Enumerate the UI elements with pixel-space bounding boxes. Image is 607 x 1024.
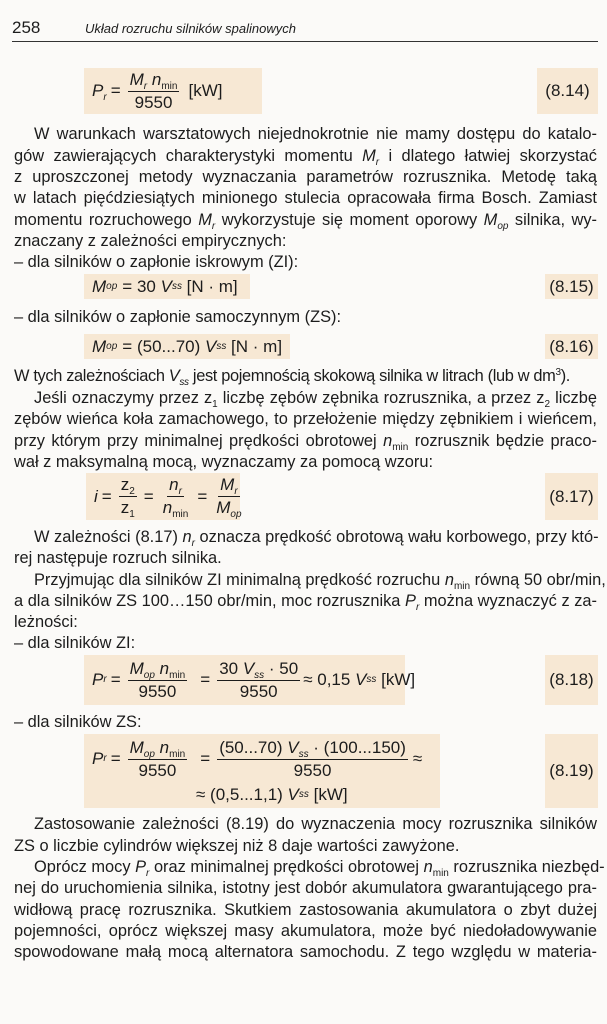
fraction [214,475,243,518]
subscript: op [143,669,155,681]
symbol: z [120,498,130,517]
text-run: liczbę [550,389,597,407]
equation-number-8-14: (8.14) [537,68,598,114]
equation-number-8-16: (8.16) [545,334,598,359]
equals-sign: = [143,486,154,506]
symbol: M [92,276,107,296]
subscript: r [103,753,107,764]
subscript: ss [366,674,377,685]
subscript: 2 [544,399,551,410]
text-run: silnika, wy- [508,211,598,229]
text-run: Przyjmując dla silników ZI minimalną prędkość rozruchu [34,571,445,589]
subscript: op [143,748,155,760]
formula-8-16 [92,334,282,359]
subscript: op [497,221,509,232]
subscript: ss [298,789,309,800]
expression: = (50...70) [122,336,205,356]
text-line [14,146,597,167]
subscript: r [103,674,107,685]
unit: [kW] [376,670,416,689]
symbol: n [383,432,393,450]
formula-8-19-line-1 [92,735,422,783]
formula-8-17 [94,473,247,520]
equals-sign: = [101,486,112,506]
subscript: min [169,669,186,681]
text-line [14,431,597,452]
text-line: ZS o liczbie cylindrów większej niż 8 daje wartości zawyżone. [14,837,460,855]
expression: · (100...150) [308,737,406,757]
subscript: op [106,340,118,352]
equals-sign: = [197,486,208,506]
text-run: liczbę zębów zębnika rozrusznika, a przez z [217,389,545,407]
symbol: V [242,658,255,678]
text-run: oznacza prędkość obrotową wału korbowego, przy któ- [194,528,599,546]
text-line [34,527,597,548]
symbol: n [423,858,433,876]
subscript: op [106,280,118,292]
text-run: Oprócz mocy [34,858,136,876]
approx-sign: ≈ [412,749,423,768]
subscript: 2 [129,486,135,497]
text-line: spowodowane małą mocą alternatora samochodu. Z tego względu w materia- [14,943,597,961]
fraction [217,738,408,781]
text-run: a dla silników ZS 100…150 obr/min, moc rozrusznika [14,592,405,610]
symbol: n [182,528,192,546]
unit: [kW] [188,81,223,100]
symbol: V [204,336,217,356]
unit: [N · m] [181,276,238,296]
text-run: i dlatego łatwiej skorzystać [379,147,597,165]
text-line: leżności: [14,613,78,631]
symbol: n [159,737,170,757]
symbol: V [168,367,180,385]
equation-number-8-15: (8.15) [545,274,598,299]
symbol: n [159,658,170,678]
text-run: jest pojemnością skokową silnika w litrach (lub w dm [188,367,556,385]
equals-sign: = [110,670,121,689]
expression: (50...70) [219,737,288,757]
expression: 30 [219,658,243,678]
text-line: nej do uruchomienia silnika, istotny jest dobór akumulatora gwarantującego pra- [14,879,597,897]
text-run: rozrusznika niezbęd- [448,858,605,876]
symbol: M [198,211,212,229]
text-line: wał z maksymalną mocą, wyznaczamy za pomocą wzoru: [14,453,434,471]
text-line [34,570,606,592]
symbol: P [92,749,104,768]
fraction [161,475,191,518]
text-line: – dla silników ZS: [14,713,142,731]
symbol: z [120,475,130,494]
text-line: znaczany z zależności empirycznych: [14,232,287,250]
unit: [kW] [308,785,348,804]
text-run: oraz minimalnej prędkości obrotowej [149,858,424,876]
symbol: M [483,211,498,229]
symbol: V [287,785,299,804]
equals-sign: = [200,670,211,689]
symbol: i [94,486,98,506]
symbol: M [220,475,235,494]
formula-8-15 [92,274,238,299]
symbol: n [444,571,454,589]
subscript: r [375,157,380,168]
text-line [34,857,605,879]
subscript: 1 [129,509,135,520]
text-line [14,591,597,612]
subscript: r [178,486,182,497]
symbol: V [160,276,172,296]
subscript: min [161,80,178,92]
subscript: r [415,602,420,613]
subscript: ss [179,377,189,388]
equals-sign: = [110,81,121,100]
subscript: r [146,868,150,879]
header-rule [12,41,598,42]
text-line: Zastosowanie zależności (8.19) do wyznaczenia mocy rozrusznika silników [34,815,597,833]
text-line [14,210,597,231]
subscript: ss [216,340,227,352]
text-line: – dla silników o zapłonie samoczynnym (ZS): [14,308,342,326]
text-line: – dla silników o zapłonie iskrowym (ZI): [14,253,299,271]
subscript: op [230,509,242,520]
text-run: wykorzystuje się moment oporowy [215,211,484,229]
text-run: momentu rozruchowego [14,211,199,229]
denominator: 9550 [134,92,173,112]
text-line: w latach pięćdziesiątych minionego stulecia opracowała firma Bosch. Zamiast [14,189,597,207]
fraction [119,475,137,518]
symbol: M [92,336,107,356]
symbol: M [362,147,376,165]
symbol: n [162,498,173,517]
symbol: P [405,592,416,610]
subscript: ss [171,280,182,292]
symbol: P [135,858,147,876]
text-run: Jeśli oznaczymy przez z [34,389,213,407]
subscript: r [211,221,216,232]
subscript: min [432,868,449,879]
text-line: z uproszczonej metody wyznaczania parametrów rozrusznika. Metodę taką [14,168,597,186]
symbol: P [92,81,104,100]
subscript: 1 [212,399,218,410]
running-title: Układ rozruchu silników spalinowych [85,21,296,36]
symbol: V [287,737,299,757]
equals-sign: = [110,749,121,768]
subscript: ss [254,669,265,681]
formula-8-18 [92,655,415,705]
text-run: W tych zależnościach [14,367,169,385]
subscript: r [234,486,238,497]
symbol: M [216,498,231,517]
subscript: min [169,748,186,760]
subscript: r [191,538,195,549]
text-line: zębów wieńca koła zamachowego, to przełożenie między zębnikiem i wieńcem, [14,410,597,428]
subscript: ss [298,748,309,760]
denominator: 9550 [293,760,332,780]
symbol: M [129,737,144,757]
expression: · 50 [264,658,299,678]
text-run: przy którym przy minimalnej prędkości obrotowej [14,432,384,450]
unit: [N · m] [226,336,283,356]
denominator: 9550 [239,681,278,701]
text-run: gów zawierających charakterystyki momentu [14,147,363,165]
denominator: 9550 [138,681,177,701]
subscript: r [143,80,148,92]
formula-8-14 [92,68,222,114]
symbol: V [355,670,367,689]
fraction [217,659,300,702]
fraction [128,70,180,113]
denominator: 9550 [138,760,177,780]
symbol: n [151,69,162,89]
superscript: 3 [555,367,561,378]
symbol: M [129,69,144,89]
expression: ≈ (0,5...1,1) [196,785,288,804]
symbol: n [169,475,179,494]
text-line: – dla silników ZI: [14,634,136,652]
text-line [14,366,597,387]
text-line: W warunkach warsztatowych niejednokrotnie nie mamy dostępu do katalo- [34,125,597,143]
symbol: P [92,670,104,689]
subscript: min [453,581,471,592]
expression: ≈ 0,15 [303,670,356,689]
equation-number-8-17: (8.17) [545,473,598,520]
page-number: 258 [12,18,41,37]
text-run: ). [560,367,571,385]
expression: = 30 [122,276,161,296]
fraction [128,659,188,702]
text-line [34,388,597,409]
subscript: r [103,92,107,103]
text-run: równą 50 obr/min, [470,571,606,589]
subscript: min [172,509,189,520]
subscript: min [392,442,409,453]
formula-8-19-line-2 [196,784,348,806]
equation-number-8-18: (8.18) [545,655,598,705]
text-line: rej następuje rozruch silnika. [14,549,222,567]
text-line: pojemności, oprócz większej masy akumulatora, może być niedoładowywanie [14,922,597,940]
text-line: widłową pracę rozrusznika. Skutkiem zastosowania akumulatora o zbyt dużej [14,901,597,919]
symbol: M [129,658,144,678]
text-run: rozrusznik będzie praco- [408,432,598,450]
equation-number-8-19: (8.19) [545,734,598,808]
text-run: W zależności (8.17) [34,528,183,546]
equals-sign: = [200,749,211,768]
text-run: można wyznaczyć z za- [419,592,597,610]
fraction [128,738,188,781]
